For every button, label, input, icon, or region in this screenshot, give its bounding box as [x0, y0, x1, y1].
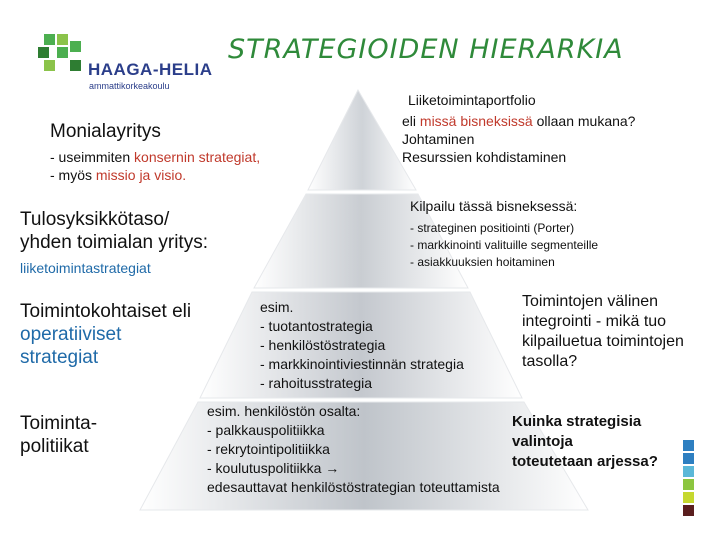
haaga-helia-logo	[38, 34, 86, 80]
logo-square	[57, 34, 68, 45]
deco-square	[683, 440, 694, 451]
level2-subheading: liiketoimintastrategiat	[20, 260, 151, 276]
deco-square	[683, 466, 694, 477]
level2-right-list: - strateginen positiointi (Porter) - markkinointi valituille segmenteille - asiakkuuksien hoitaminen	[410, 221, 599, 269]
slide-title: STRATEGIOIDEN HIERARKIA	[228, 34, 624, 65]
logo-square	[70, 60, 81, 71]
decorative-squares	[683, 440, 697, 520]
level1-bullets	[50, 148, 260, 184]
level2-heading: Tulosyksikkötaso/ yhden toimialan yritys:	[20, 209, 208, 253]
logo-square	[57, 47, 68, 58]
deco-square	[683, 453, 694, 464]
logo-square	[44, 34, 55, 45]
level3-examples: esim. - tuotantostrategia - henkilöstöstrategia - markkinointiviestinnän strategia - rahoitusstrategia	[260, 299, 464, 391]
logo-square	[70, 41, 81, 52]
deco-square	[683, 479, 694, 490]
logo-subtitle: ammattikorkeakoulu	[89, 81, 170, 91]
pyramid-tier-1	[308, 90, 416, 190]
level1-right-text: eli missä bisneksissä ollaan mukana? Johtaminen Resurssien kohdistaminen	[402, 113, 636, 165]
level3-right-question: Toimintojen välinen integrointi - mikä tuo kilpailuetua toimintojen tasolla?	[522, 293, 684, 370]
level1-bullet: - myös missio ja visio.	[50, 167, 187, 183]
level1-bullet: - useimmiten konsernin strategiat,	[50, 149, 261, 165]
deco-square	[683, 492, 694, 503]
level3-heading: Toimintokohtaiset eli operatiiviset strategiat	[20, 301, 192, 368]
level4-right-question: Kuinka strategisia valintoja toteutetaan arjessa?	[512, 413, 658, 470]
logo-name: HAAGA-HELIA	[88, 60, 213, 79]
level2-right-heading: Kilpailu tässä bisneksessä:	[410, 198, 578, 214]
level4-heading: Toiminta- politiikat	[20, 413, 98, 457]
deco-square	[683, 505, 694, 516]
level1-heading: Monialayritys	[50, 121, 161, 142]
level4-examples: esim. henkilöstön osalta: - palkkauspolitiikka - rekrytointipolitiikka - koulutuspolitiikka → edesauttavat henkilöstöstrategian toteuttamista	[207, 403, 500, 495]
logo-square	[44, 60, 55, 71]
logo-square	[38, 47, 49, 58]
level1-right-heading: Liiketoimintaportfolio	[408, 92, 536, 108]
